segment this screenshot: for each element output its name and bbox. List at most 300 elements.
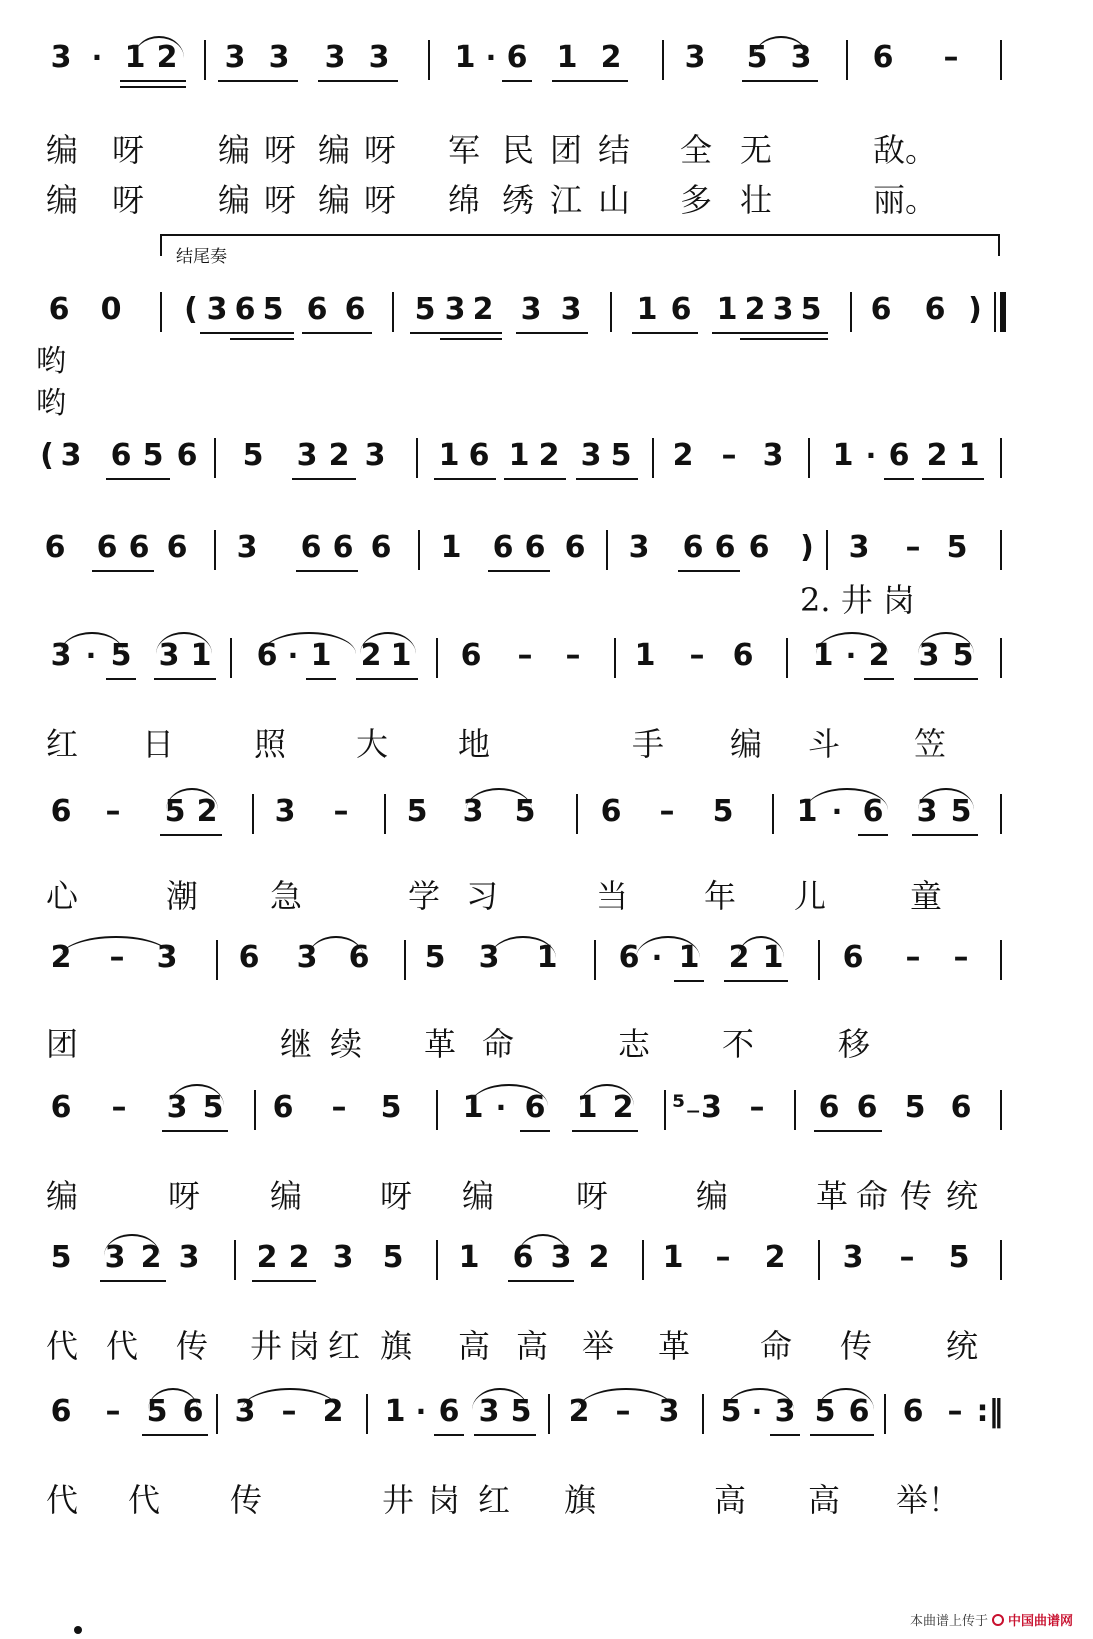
- note: 1: [678, 940, 700, 975]
- note: 6: [818, 1090, 840, 1125]
- underline: [572, 1130, 638, 1132]
- note: 6: [306, 292, 328, 327]
- barline: [548, 1394, 550, 1434]
- underline: [440, 338, 502, 340]
- note: 5: [50, 1240, 72, 1275]
- note: 3: [918, 638, 940, 673]
- score-system-4: [0, 520, 1093, 626]
- lyric-char: 编: [217, 181, 250, 219]
- barline: [850, 292, 852, 332]
- note: 6: [182, 1394, 204, 1429]
- note: 2: [588, 1240, 610, 1275]
- note: 5: [110, 638, 132, 673]
- dash-symbol: –: [953, 940, 969, 975]
- lyric-char: 结: [597, 131, 630, 169]
- barline: [1000, 1240, 1002, 1280]
- notation-row: [0, 1230, 1093, 1286]
- dash-symbol: –: [905, 530, 921, 565]
- underline: [864, 678, 894, 680]
- verse-lyric: [0, 576, 1093, 624]
- lyric-char: 革: [423, 1025, 456, 1063]
- lyric-char: 心: [45, 877, 78, 915]
- note: 6: [110, 438, 132, 473]
- site-logo-icon: [992, 1614, 1004, 1626]
- note: 3: [478, 1394, 500, 1429]
- lyric-char: 呀: [379, 1177, 412, 1215]
- note: 1: [762, 940, 784, 975]
- note: 6: [714, 530, 736, 565]
- lyric-char: 呀: [167, 1177, 200, 1215]
- note: 6: [902, 1394, 924, 1429]
- lyric-char: 团: [45, 1025, 78, 1063]
- barline: [846, 40, 848, 80]
- lyric-char: 编: [317, 131, 350, 169]
- underline: [154, 678, 216, 680]
- note: 6: [332, 530, 354, 565]
- ending-bracket: [998, 234, 1000, 256]
- lyric-char: 革: [657, 1327, 690, 1365]
- lyric-char: 敌。: [872, 131, 937, 169]
- note: 3: [444, 292, 466, 327]
- lyric-line-1: [0, 126, 1093, 174]
- lyric-char: 续: [329, 1025, 362, 1063]
- note: 3: [274, 794, 296, 829]
- ending-label: 结尾奏: [176, 247, 227, 267]
- note: 3: [206, 292, 228, 327]
- lyric-char: 高: [457, 1327, 490, 1365]
- note: 6: [370, 530, 392, 565]
- note: 5: [946, 530, 968, 565]
- dash-symbol: –: [333, 794, 349, 829]
- note: 5: [610, 438, 632, 473]
- underline: [914, 678, 978, 680]
- note: 3: [50, 40, 72, 75]
- vertical-lyric: 哟: [36, 386, 66, 421]
- note: 2: [538, 438, 560, 473]
- barline: [1000, 1090, 1002, 1130]
- underline: [120, 80, 186, 82]
- note: 3: [50, 638, 72, 673]
- paren: ): [968, 292, 982, 327]
- dash-symbol: –: [105, 794, 121, 829]
- final-barline: [1000, 292, 1006, 332]
- dash-symbol: –: [715, 1240, 731, 1275]
- lyric-char: 军: [447, 131, 480, 169]
- barline: [1000, 794, 1002, 834]
- barline: [1000, 40, 1002, 80]
- note: 3: [158, 638, 180, 673]
- note: 1: [438, 438, 460, 473]
- note: 2: [926, 438, 948, 473]
- note: 5: [950, 794, 972, 829]
- lyric-line: [0, 1476, 1093, 1524]
- note: 5: [514, 794, 536, 829]
- note: 6: [524, 1090, 546, 1125]
- underline: [142, 1434, 208, 1436]
- score-system-2: [0, 232, 1093, 422]
- note: 6: [732, 638, 754, 673]
- note: 5: [382, 1240, 404, 1275]
- note: 5: [164, 794, 186, 829]
- underline: [576, 478, 638, 480]
- underline: [724, 980, 788, 982]
- lyric-char: 儿: [793, 877, 826, 915]
- dash-symbol: –: [947, 1394, 963, 1429]
- lyric-char: 童: [909, 877, 942, 915]
- underline: [162, 1130, 228, 1132]
- note: 6: [300, 530, 322, 565]
- note: 6: [50, 794, 72, 829]
- note: 1: [384, 1394, 406, 1429]
- note: 6: [564, 530, 586, 565]
- note: 5: [904, 1090, 926, 1125]
- lyric-char: 举: [581, 1327, 614, 1365]
- lyric-char: 井: [381, 1481, 414, 1519]
- note: 6: [682, 530, 704, 565]
- lyric-char: 团: [549, 131, 582, 169]
- note: 2: [328, 438, 350, 473]
- lyric-char: 笠: [913, 725, 946, 763]
- lyric-char: 编: [269, 1177, 302, 1215]
- note: 6: [870, 292, 892, 327]
- note: 2: [568, 1394, 590, 1429]
- note: 1: [832, 438, 854, 473]
- barline: [384, 794, 386, 834]
- dot-symbol: ·: [845, 639, 857, 672]
- lyric-char: 呀: [111, 181, 144, 219]
- note: 3: [520, 292, 542, 327]
- underline: [922, 478, 984, 480]
- note: 3: [658, 1394, 680, 1429]
- dash-symbol: –: [111, 1090, 127, 1125]
- lyric-char: 高: [713, 1481, 746, 1519]
- note: 6: [872, 40, 894, 75]
- note: 3: [156, 940, 178, 975]
- note: 2: [472, 292, 494, 327]
- note: 5: [406, 794, 428, 829]
- underline: [814, 1130, 882, 1132]
- underline: [488, 570, 550, 572]
- lyric-char: 绵: [447, 181, 480, 219]
- lyric-char: 多: [679, 181, 712, 219]
- barline: [1000, 530, 1002, 570]
- lyric-char: 代: [105, 1327, 138, 1365]
- score-system-9: [0, 1230, 1093, 1380]
- lyric-char: 旗: [563, 1481, 596, 1519]
- underline: [712, 332, 828, 334]
- barline: [610, 292, 612, 332]
- note: 1: [454, 40, 476, 75]
- note: 6: [96, 530, 118, 565]
- note: 5: [814, 1394, 836, 1429]
- lyric-char: 编: [695, 1177, 728, 1215]
- footer-site-name[interactable]: 中国曲谱网: [1007, 1614, 1073, 1629]
- note: 6: [512, 1240, 534, 1275]
- lyric-char: 丽。: [872, 181, 937, 219]
- barline: [252, 794, 254, 834]
- lyric-char: 编: [317, 181, 350, 219]
- barline: [1000, 940, 1002, 980]
- barline: [794, 1090, 796, 1130]
- score-system-6: [0, 784, 1093, 928]
- underline: [434, 478, 496, 480]
- dash-symbol: –: [943, 40, 959, 75]
- barline: [884, 1394, 886, 1434]
- note: 3: [848, 530, 870, 565]
- notation-row: [0, 520, 1093, 576]
- underline: [508, 1280, 574, 1282]
- note: 1: [796, 794, 818, 829]
- dash-symbol: –: [565, 638, 581, 673]
- underline: [632, 332, 698, 334]
- note: 1: [556, 40, 578, 75]
- note: 5: [952, 638, 974, 673]
- barline: [160, 292, 162, 332]
- barline: [1000, 438, 1002, 478]
- note: 6: [600, 794, 622, 829]
- barline: [204, 40, 206, 80]
- note: 2: [868, 638, 890, 673]
- dash-symbol: –: [105, 1394, 121, 1429]
- note: 2: [322, 1394, 344, 1429]
- underline: [504, 478, 566, 480]
- lyric-char: 山: [597, 181, 630, 219]
- note: 6: [460, 638, 482, 673]
- dot-symbol: ·: [485, 41, 497, 74]
- lyric-char: 统: [945, 1177, 978, 1215]
- underline: [200, 332, 294, 334]
- barline: [230, 638, 232, 678]
- lyric-char: 革: [815, 1177, 848, 1215]
- lyric-char: 红: [477, 1481, 510, 1519]
- underline: [552, 80, 628, 82]
- note: 6: [50, 1090, 72, 1125]
- note: 6: [842, 940, 864, 975]
- note: 3: [628, 530, 650, 565]
- notation-row: [0, 784, 1093, 840]
- dash-symbol: –: [331, 1090, 347, 1125]
- note: 3: [234, 1394, 256, 1429]
- barline: [808, 438, 810, 478]
- lyric-char: 急: [269, 877, 302, 915]
- lyric-char: 高: [807, 1481, 840, 1519]
- score-system-7: [0, 930, 1093, 1076]
- note: 5: [142, 438, 164, 473]
- note: 2: [764, 1240, 786, 1275]
- underline: [306, 678, 336, 680]
- note: 6: [128, 530, 150, 565]
- lyric-char: 习: [465, 877, 498, 915]
- note: 6: [166, 530, 188, 565]
- note: 5: [712, 794, 734, 829]
- lyric-char: 统: [945, 1327, 978, 1365]
- note: 3: [560, 292, 582, 327]
- dash-symbol: –: [659, 794, 675, 829]
- note: 6: [670, 292, 692, 327]
- underline: [292, 478, 356, 480]
- ending-bracket: [160, 234, 162, 256]
- underline: [410, 332, 502, 334]
- note: 5: [746, 40, 768, 75]
- lyric-char: 代: [45, 1327, 78, 1365]
- lyric-char: 编: [45, 181, 78, 219]
- underline: [742, 80, 818, 82]
- barline: [214, 530, 216, 570]
- note: 6: [748, 530, 770, 565]
- paren: ): [800, 530, 814, 565]
- barline: [576, 794, 578, 834]
- note: 3: [166, 1090, 188, 1125]
- lyric-char: 岗: [287, 1327, 320, 1365]
- note: 1: [576, 1090, 598, 1125]
- page-mark: [74, 1626, 82, 1634]
- underline: [356, 678, 418, 680]
- barline: [994, 292, 996, 332]
- dot-symbol: ·: [85, 639, 97, 672]
- underline: [770, 1434, 800, 1436]
- lyric-char: 当: [595, 877, 628, 915]
- barline: [702, 1394, 704, 1434]
- note: 6: [50, 1394, 72, 1429]
- note: 3: [296, 940, 318, 975]
- barline: [614, 638, 616, 678]
- note: 3: [462, 794, 484, 829]
- score-system-8: [0, 1080, 1093, 1226]
- lyric-char: 继: [279, 1025, 312, 1063]
- note: 3: [762, 438, 784, 473]
- score-system-3: [0, 428, 1093, 504]
- lyric-char: 传: [175, 1327, 208, 1365]
- footer-upload-text: 本曲谱上传于: [909, 1614, 988, 1629]
- note: 3: [478, 940, 500, 975]
- dot-symbol: ·: [651, 941, 663, 974]
- note: 6: [950, 1090, 972, 1125]
- barline: [818, 940, 820, 980]
- barline: [416, 438, 418, 478]
- note: 5: [242, 438, 264, 473]
- notation-row: [0, 1384, 1093, 1440]
- note: 6: [924, 292, 946, 327]
- note: 6: [856, 1090, 878, 1125]
- note: 3: [916, 794, 938, 829]
- lyric-char: 传: [899, 1177, 932, 1215]
- lyric-char: 命: [481, 1025, 514, 1063]
- dash-symbol: –: [689, 638, 705, 673]
- note: 6: [272, 1090, 294, 1125]
- note: 1: [458, 1240, 480, 1275]
- note: 3: [236, 530, 258, 565]
- note: 1: [462, 1090, 484, 1125]
- lyric-char: 命: [855, 1177, 888, 1215]
- underline: [218, 80, 298, 82]
- lyric-char: 代: [45, 1481, 78, 1519]
- lyric-char: 编: [45, 1177, 78, 1215]
- note: 1: [310, 638, 332, 673]
- note: 2: [612, 1090, 634, 1125]
- barline: [428, 40, 430, 80]
- barline: [392, 292, 394, 332]
- note: 3: [104, 1240, 126, 1275]
- barline: [436, 1240, 438, 1280]
- barline: [254, 1090, 256, 1130]
- lyric-line-2: [0, 176, 1093, 224]
- ending-bracket: [160, 234, 1000, 236]
- note: 2: [360, 638, 382, 673]
- barline: [216, 1394, 218, 1434]
- note: 5: [800, 292, 822, 327]
- underline: [502, 80, 532, 82]
- note: 5: [380, 1090, 402, 1125]
- barline: [642, 1240, 644, 1280]
- dash-symbol: –: [615, 1394, 631, 1429]
- note: 5: [414, 292, 436, 327]
- note: 6: [438, 1394, 460, 1429]
- dash-symbol: –: [905, 940, 921, 975]
- dot-symbol: ·: [287, 639, 299, 672]
- barline: [664, 1090, 666, 1130]
- note: 6: [238, 940, 260, 975]
- score-system-1: [0, 30, 1093, 219]
- note: 5: [262, 292, 284, 327]
- lyric-char: 呀: [363, 181, 396, 219]
- lyric-line: [0, 720, 1093, 768]
- underline: [160, 834, 222, 836]
- lyric-char: 编: [729, 725, 762, 763]
- barline: [662, 40, 664, 80]
- lyric-char: 潮: [165, 877, 198, 915]
- dash-symbol: –: [109, 940, 125, 975]
- note: 3: [364, 438, 386, 473]
- notation-row: [0, 428, 1093, 484]
- lyric-char: 代: [127, 1481, 160, 1519]
- underline: [516, 332, 588, 334]
- note: 2: [156, 40, 178, 75]
- note: 6: [44, 530, 66, 565]
- note: 2: [728, 940, 750, 975]
- underline: [912, 834, 978, 836]
- notation-row: [0, 930, 1093, 986]
- note: 3: [842, 1240, 864, 1275]
- barline: [826, 530, 828, 570]
- lyric-char: 红: [327, 1327, 360, 1365]
- note: 2: [140, 1240, 162, 1275]
- underline: [100, 1280, 166, 1282]
- underline: [318, 80, 398, 82]
- barline: [436, 638, 438, 678]
- lyric-char: 地: [457, 725, 490, 763]
- note: 6: [176, 438, 198, 473]
- lyric-char: 传: [229, 1481, 262, 1519]
- underline: [474, 1434, 536, 1436]
- note: 5: [510, 1394, 532, 1429]
- barline: [234, 1240, 236, 1280]
- barline: [606, 530, 608, 570]
- lyric-line: [0, 1322, 1093, 1370]
- barline: [214, 438, 216, 478]
- note: 1: [124, 40, 146, 75]
- barline: [366, 1394, 368, 1434]
- note: 1: [636, 292, 658, 327]
- note: 5: [948, 1240, 970, 1275]
- dot-symbol: ·: [495, 1091, 507, 1124]
- note: 6: [492, 530, 514, 565]
- dash-symbol: –: [281, 1394, 297, 1429]
- lyric-char: 呀: [263, 131, 296, 169]
- underline: [92, 570, 154, 572]
- note: 1: [716, 292, 738, 327]
- note: 3: [178, 1240, 200, 1275]
- underline: [434, 1434, 464, 1436]
